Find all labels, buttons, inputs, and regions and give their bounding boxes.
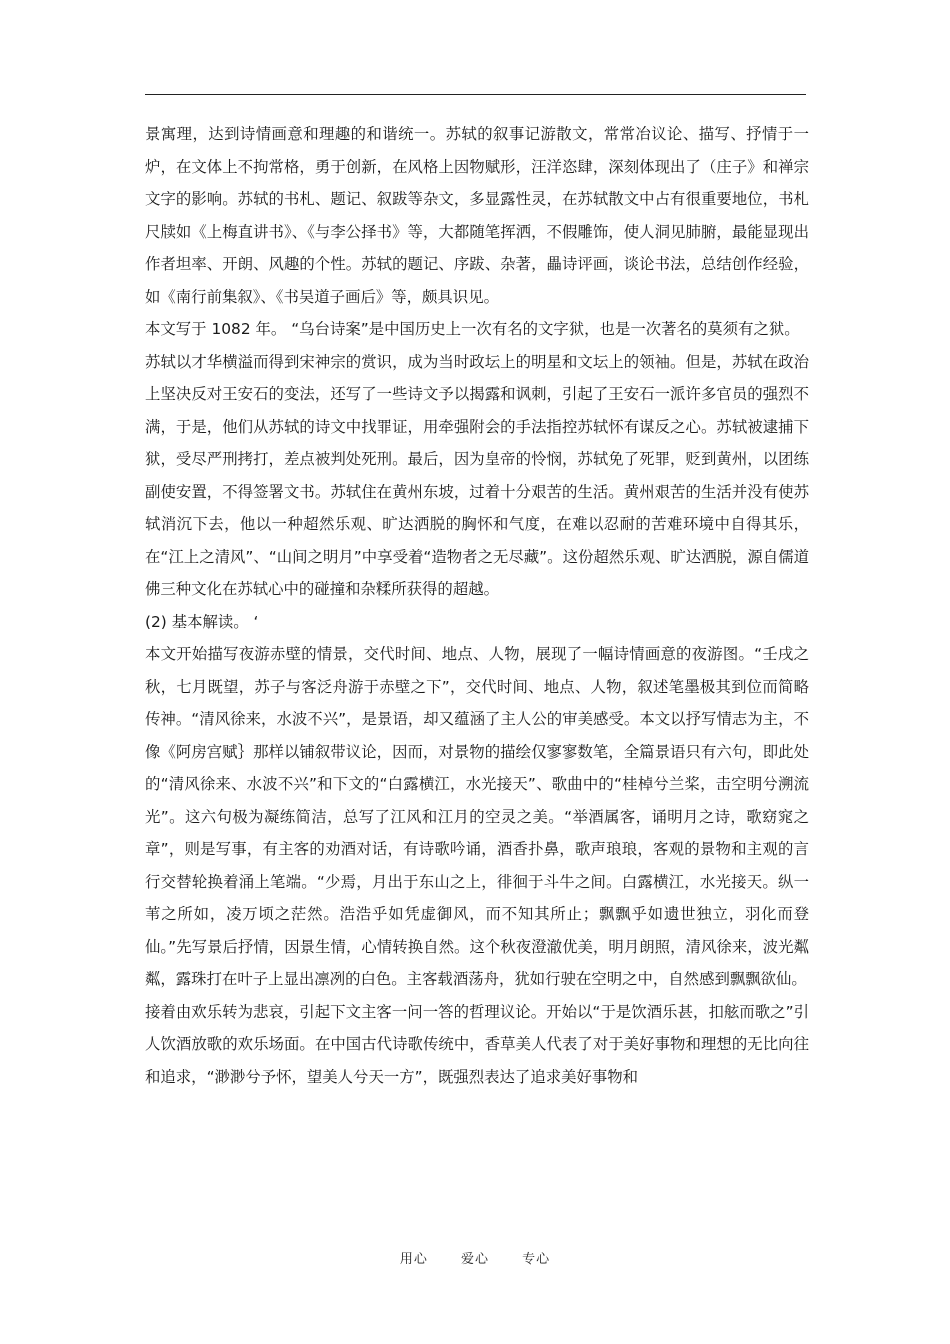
footer-word: 专心	[522, 1252, 551, 1267]
paragraph: 苏轼以才华横溢而得到宋神宗的赏识，成为当时政坛上的明星和文坛上的领袖。但是，苏轼在政治上坚决反对王安石的变法，还写了一些诗文予以揭露和讽刺，引起了王安石一派许多官员的强烈不满，于是，他们从苏轼的诗文中找罪证，用牵强附会的手法指控苏轼怀有谋反之心。苏轼被逮捕下狱，受尽严刑拷打，差点被判处死刑。最后，因为皇帝的怜悯，苏轼免了死罪，贬到黄州，以团练副使安置，不得签署文书。苏轼住在黄州东坡，过着十分艰苦的生活。黄州艰苦的生活并没有使苏轼消沉下去，他以一种超然乐观、旷达洒脱的胸怀和气度，在难以忍耐的苦难环境中自得其乐，在“江上之清风”、“山间之明月”中享受着“造物者之无尽藏”。这份超然乐观、旷达洒脱，源自儒道佛三种文化在苏轼心中的碰撞和杂糅所获得的超越。	[145, 352, 809, 598]
header-rule	[145, 94, 806, 95]
body-text	[145, 118, 809, 1093]
paragraph: 接着由欢乐转为悲哀，引起下文主客一问一答的哲理议论。开始以“于是饮酒乐甚，扣舷而歌之”引人饮酒放歌的欢乐场面。在中国古代诗歌传统中，香草美人代表了对于美好事物和理想的无比向往和追求，“渺渺兮予怀，望美人兮天一方”，既强烈表达了追求美好事物和	[145, 1002, 809, 1086]
footer-word: 爱心	[460, 1252, 489, 1267]
paragraph: (2) 基本解读。 ‘	[145, 612, 259, 631]
footer-word: 用心	[399, 1252, 428, 1267]
page-footer	[0, 1248, 950, 1267]
paragraph: 景寓理，达到诗情画意和理趣的和谐统一。苏轼的叙事记游散文，常常冶议论、描写、抒情于一炉，在文体上不拘常格，勇于创新，在风格上因物赋形，汪洋恣肆，深刻体现出了（庄子》和禅宗文字的影响。苏轼的书札、题记、叙跋等杂文，多显露性灵，在苏轼散文中占有很重要地位，书札尺牍如《上梅直讲书》、《与李公择书》等，大都随笔挥洒，不假雕饰，使人洞见肺腑，最能显现出作者坦率、开朗、风趣的个性。苏轼的题记、序跋、杂著，畾诗评画，谈论书法，总结创作经验，如《南行前集叙》、《书吴道子画后》等，颇具识见。	[145, 125, 809, 306]
paragraph: 本文开始描写夜游赤壁的情景，交代时间、地点、人物，展现了一幅诗情画意的夜游图。“壬戌之秋，七月既望，苏子与客泛舟游于赤壁之下”，交代时间、地点、人物，叙述笔墨极其到位而简略传神。“清风徐来，水波不兴”，是景语，却又蕴涵了主人公的审美感受。本文以抒写情志为主，不像《阿房宫赋｝那样以铺叙带议论，因而，对景物的描绘仅寥寥数笔，全篇景语只有六句，即此处的“清风徐来、水波不兴”和下文的“白露横江，水光接天”、歌曲中的“桂棹兮兰桨，击空明兮溯流光”。这六句极为凝练简洁，总写了江风和江月的空灵之美。“举酒属客，诵明月之诗，歌窈窕之章”，则是写事，有主客的劝酒对话，有诗歌吟诵，酒香扑鼻，歌声琅琅，客观的景物和主观的言行交替轮换着涌上笔端。“少焉，月出于东山之上，徘徊于斗牛之间。白露横江，水光接天。纵一苇之所如，凌万顷之茫然。浩浩乎如凭虚御风，而不知其所止；飘飘乎如遗世独立，羽化而登仙。”先写景后抒情，因景生情，心情转换自然。这个秋夜澄澈优美，明月朗照，清风徐来，波光粼粼，露珠打在叶子上显出凛冽的白色。主客载酒荡舟，犹如行驶在空明之中，自然感到飘飘欲仙。	[145, 645, 809, 988]
paragraph: 本文写于 1082 年。 “乌台诗案”是中国历史上一次有名的文字狱，也是一次著名的莫须有之狱。	[145, 320, 800, 338]
